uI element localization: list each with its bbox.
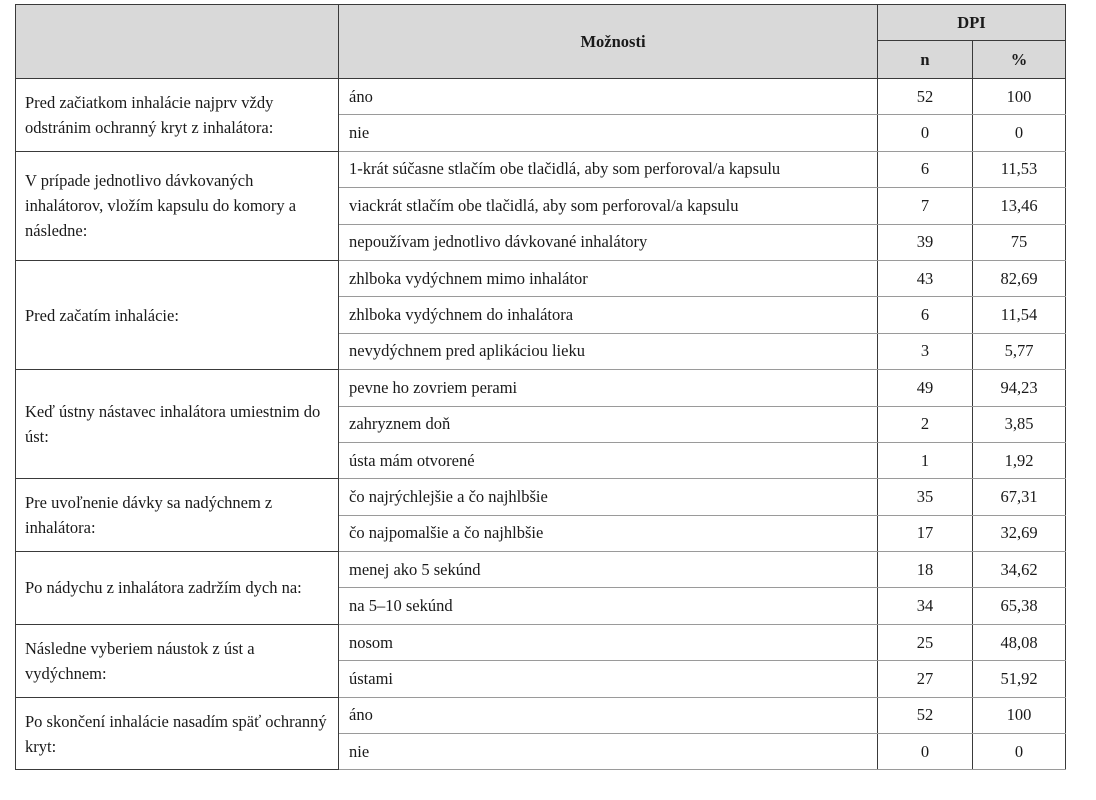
option-cell: áno bbox=[339, 697, 878, 733]
n-cell: 43 bbox=[878, 260, 973, 296]
option-cell: zhlboka vydýchnem do inhalátora bbox=[339, 297, 878, 333]
n-cell: 0 bbox=[878, 115, 973, 151]
percent-cell: 11,54 bbox=[973, 297, 1066, 333]
dpi-header: DPI bbox=[878, 5, 1066, 41]
option-cell: nepoužívam jednotlivo dávkované inhalátory bbox=[339, 224, 878, 260]
percent-cell: 5,77 bbox=[973, 333, 1066, 369]
percent-cell: 82,69 bbox=[973, 260, 1066, 296]
table-row bbox=[16, 370, 1066, 406]
percent-cell: 11,53 bbox=[973, 151, 1066, 187]
percent-cell: 48,08 bbox=[973, 624, 1066, 660]
question-cell: V prípade jednotlivo dávkovaných inhalátorov, vložím kapsulu do komory a následne: bbox=[16, 151, 339, 260]
option-cell: zhlboka vydýchnem mimo inhalátor bbox=[339, 260, 878, 296]
option-cell: ústami bbox=[339, 661, 878, 697]
n-cell: 2 bbox=[878, 406, 973, 442]
table-row bbox=[16, 624, 1066, 660]
option-cell: čo najpomalšie a čo najhlbšie bbox=[339, 515, 878, 551]
option-cell: nevydýchnem pred aplikáciou lieku bbox=[339, 333, 878, 369]
question-cell: Následne vyberiem náustok z úst a vydýchnem: bbox=[16, 624, 339, 697]
option-cell: zahryznem doň bbox=[339, 406, 878, 442]
option-cell: ústa mám otvorené bbox=[339, 442, 878, 478]
n-header: n bbox=[878, 41, 973, 79]
percent-cell: 67,31 bbox=[973, 479, 1066, 515]
question-cell: Po skončení inhalácie nasadím späť ochranný kryt: bbox=[16, 697, 339, 770]
percent-cell: 34,62 bbox=[973, 552, 1066, 588]
option-cell: viackrát stlačím obe tlačidlá, aby som perforoval/a kapsulu bbox=[339, 188, 878, 224]
percent-cell: 32,69 bbox=[973, 515, 1066, 551]
option-cell: 1-krát súčasne stlačím obe tlačidlá, aby som perforoval/a kapsulu bbox=[339, 151, 878, 187]
option-cell: pevne ho zovriem perami bbox=[339, 370, 878, 406]
option-cell: áno bbox=[339, 79, 878, 115]
n-cell: 39 bbox=[878, 224, 973, 260]
percent-cell: 75 bbox=[973, 224, 1066, 260]
n-cell: 52 bbox=[878, 697, 973, 733]
n-cell: 27 bbox=[878, 661, 973, 697]
question-cell: Pre uvoľnenie dávky sa nadýchnem z inhalátora: bbox=[16, 479, 339, 552]
n-cell: 17 bbox=[878, 515, 973, 551]
option-cell: čo najrýchlejšie a čo najhlbšie bbox=[339, 479, 878, 515]
n-cell: 1 bbox=[878, 442, 973, 478]
table-row bbox=[16, 151, 1066, 187]
n-cell: 6 bbox=[878, 151, 973, 187]
option-cell: nie bbox=[339, 734, 878, 770]
option-cell: menej ako 5 sekúnd bbox=[339, 552, 878, 588]
question-cell: Keď ústny nástavec inhalátora umiestnim do úst: bbox=[16, 370, 339, 479]
n-cell: 7 bbox=[878, 188, 973, 224]
results-table bbox=[15, 4, 1066, 770]
table-row bbox=[16, 479, 1066, 515]
percent-header: % bbox=[973, 41, 1066, 79]
n-cell: 3 bbox=[878, 333, 973, 369]
percent-cell: 1,92 bbox=[973, 442, 1066, 478]
n-cell: 49 bbox=[878, 370, 973, 406]
header-row bbox=[16, 5, 1066, 41]
table-row bbox=[16, 697, 1066, 733]
percent-cell: 100 bbox=[973, 697, 1066, 733]
percent-cell: 94,23 bbox=[973, 370, 1066, 406]
question-header-cell bbox=[16, 5, 339, 79]
option-cell: na 5–10 sekúnd bbox=[339, 588, 878, 624]
question-cell: Pred začatím inhalácie: bbox=[16, 260, 339, 369]
percent-cell: 3,85 bbox=[973, 406, 1066, 442]
percent-cell: 51,92 bbox=[973, 661, 1066, 697]
percent-cell: 0 bbox=[973, 115, 1066, 151]
n-cell: 52 bbox=[878, 79, 973, 115]
percent-cell: 13,46 bbox=[973, 188, 1066, 224]
option-cell: nosom bbox=[339, 624, 878, 660]
table-row bbox=[16, 79, 1066, 115]
n-cell: 6 bbox=[878, 297, 973, 333]
n-cell: 25 bbox=[878, 624, 973, 660]
options-header: Možnosti bbox=[339, 5, 878, 79]
n-cell: 35 bbox=[878, 479, 973, 515]
percent-cell: 0 bbox=[973, 734, 1066, 770]
n-cell: 0 bbox=[878, 734, 973, 770]
table-row bbox=[16, 552, 1066, 588]
question-cell: Pred začiatkom inhalácie najprv vždy odstránim ochranný kryt z inhalátora: bbox=[16, 79, 339, 152]
n-cell: 34 bbox=[878, 588, 973, 624]
percent-cell: 100 bbox=[973, 79, 1066, 115]
percent-cell: 65,38 bbox=[973, 588, 1066, 624]
option-cell: nie bbox=[339, 115, 878, 151]
question-cell: Po nádychu z inhalátora zadržím dych na: bbox=[16, 552, 339, 625]
n-cell: 18 bbox=[878, 552, 973, 588]
table-body bbox=[16, 79, 1066, 770]
table-row bbox=[16, 260, 1066, 296]
